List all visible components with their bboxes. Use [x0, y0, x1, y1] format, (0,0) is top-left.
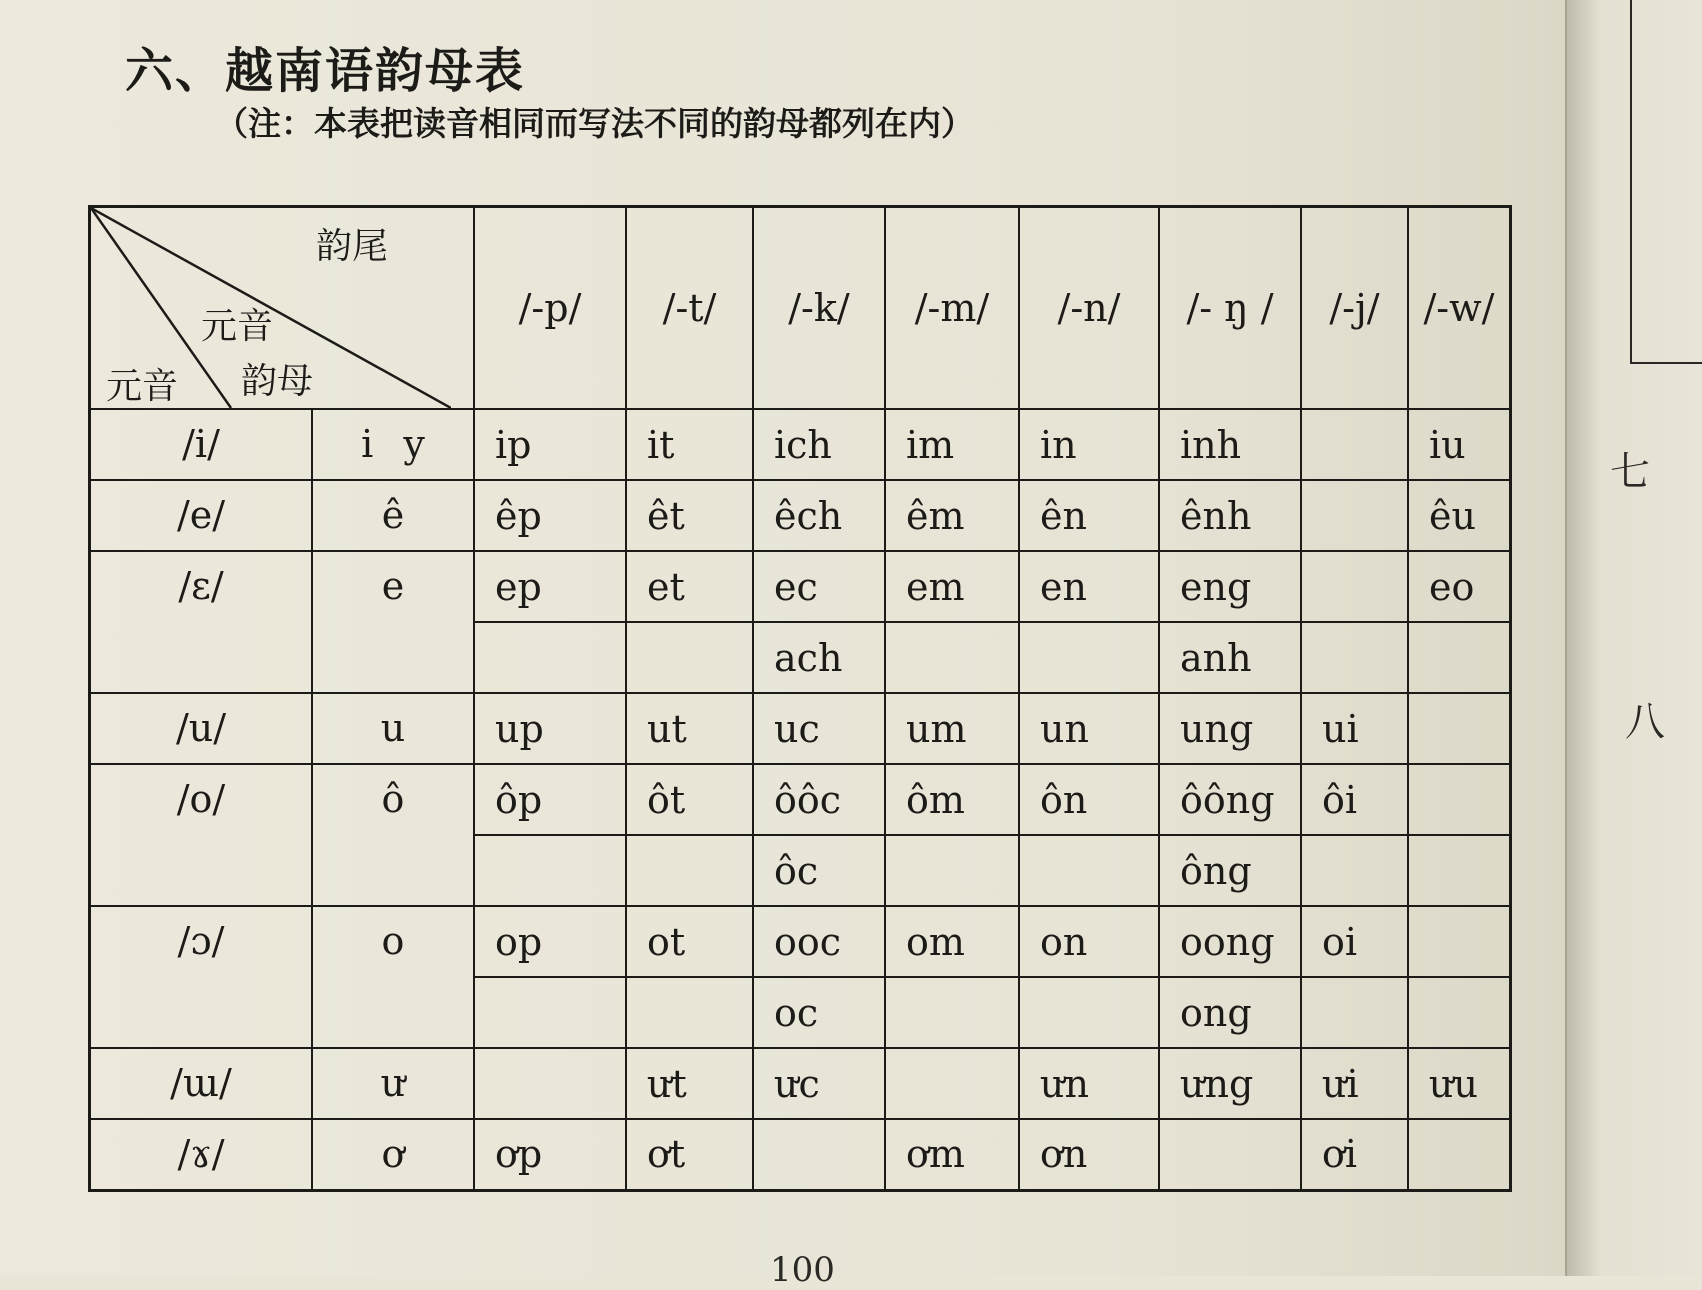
rhyme-cell [1301, 622, 1408, 693]
vowel-cell: /ɔ/ [90, 906, 313, 1048]
rhyme-cell: êp [474, 480, 626, 551]
rhyme-cell [626, 977, 753, 1048]
rhyme-cell: ưi [1301, 1048, 1408, 1119]
table-row [90, 1119, 1511, 1190]
rhyme-cell: ich [753, 409, 885, 480]
rhyme-cell: ưu [1408, 1048, 1511, 1119]
rhyme-cell: ot [626, 906, 753, 977]
rhyme-cell: ưn [1019, 1048, 1159, 1119]
rhyme-cell [1301, 551, 1408, 622]
vowel-cell: /i/ [90, 409, 313, 480]
rhyme-cell [474, 835, 626, 906]
rhyme-cell: it [626, 409, 753, 480]
rhyme-cell [1408, 835, 1511, 906]
rhyme-cell: inh [1159, 409, 1301, 480]
corner-label-final: 韵尾 [316, 226, 389, 267]
column-header-w: /-w/ [1408, 207, 1511, 410]
rhyme-cell: um [885, 693, 1019, 764]
rhyme-cell: oong [1159, 906, 1301, 977]
rhyme-cell: ooc [753, 906, 885, 977]
rhyme-cell [1408, 906, 1511, 977]
vowel-cell: /ε/ [90, 551, 313, 693]
rhyme-cell [1301, 977, 1408, 1048]
rhyme-cell [1301, 835, 1408, 906]
rhyme-cell: ung [1159, 693, 1301, 764]
rhyme-cell: ưng [1159, 1048, 1301, 1119]
table-row [90, 764, 1511, 835]
rhyme-cell [885, 977, 1019, 1048]
rhyme-cell: anh [1159, 622, 1301, 693]
rhyme-cell: on [1019, 906, 1159, 977]
rhyme-cell: ơt [626, 1119, 753, 1190]
rhyme-cell: iu [1408, 409, 1511, 480]
table-row [90, 1048, 1511, 1119]
rhyme-cell: êt [626, 480, 753, 551]
spelling-cell: e [312, 551, 474, 693]
rhyme-cell [474, 1048, 626, 1119]
rhyme-cell: ut [626, 693, 753, 764]
spelling-cell: ư [312, 1048, 474, 1119]
rhyme-cell: om [885, 906, 1019, 977]
rhyme-cell [626, 835, 753, 906]
rhyme-cell: ec [753, 551, 885, 622]
rhyme-cell: oi [1301, 906, 1408, 977]
spelling-cell: o [312, 906, 474, 1048]
rhyme-cell: ôt [626, 764, 753, 835]
rhyme-cell [885, 835, 1019, 906]
rhyme-cell: un [1019, 693, 1159, 764]
rhyme-cell: ôn [1019, 764, 1159, 835]
rhyme-cell [1159, 1119, 1301, 1190]
rhyme-cell: ưc [753, 1048, 885, 1119]
vowel-rhyme-table [88, 205, 1512, 1192]
rhyme-cell: et [626, 551, 753, 622]
vowel-cell: /u/ [90, 693, 313, 764]
vowel-cell: /o/ [90, 764, 313, 906]
rhyme-cell [1408, 622, 1511, 693]
column-header-n: /-n/ [1019, 207, 1159, 410]
rhyme-cell [1019, 977, 1159, 1048]
vowel-cell: /ɯ/ [90, 1048, 313, 1119]
column-header-ng: /- ŋ / [1159, 207, 1301, 410]
page-number: 100 [770, 1250, 835, 1290]
table-row [90, 906, 1511, 977]
rhyme-cell: ênh [1159, 480, 1301, 551]
rhyme-cell [1301, 409, 1408, 480]
table-row [90, 409, 1511, 480]
rhyme-cell: up [474, 693, 626, 764]
rhyme-cell: in [1019, 409, 1159, 480]
rhyme-cell: ip [474, 409, 626, 480]
rhyme-cell: êch [753, 480, 885, 551]
rhyme-cell: oc [753, 977, 885, 1048]
rhyme-cell [753, 1119, 885, 1190]
facing-page-section-number: 八 [1625, 699, 1665, 745]
rhyme-cell: ôc [753, 835, 885, 906]
rhyme-cell [1408, 764, 1511, 835]
rhyme-cell: ôôc [753, 764, 885, 835]
table-row [90, 693, 1511, 764]
section-heading: 六、越南语韵母表 [125, 43, 526, 99]
rhyme-cell: ach [753, 622, 885, 693]
column-header-j: /-j/ [1301, 207, 1408, 410]
rhyme-cell [1301, 480, 1408, 551]
rhyme-cell: en [1019, 551, 1159, 622]
column-header-m: /-m/ [885, 207, 1019, 410]
column-header-t: /-t/ [626, 207, 753, 410]
rhyme-cell: êu [1408, 480, 1511, 551]
corner-label-vowel: 元音 [106, 366, 179, 407]
rhyme-cell: ôm [885, 764, 1019, 835]
column-header-p: /-p/ [474, 207, 626, 410]
table-header-row [90, 207, 1511, 410]
rhyme-cell: ôông [1159, 764, 1301, 835]
spelling-cell: ô [312, 764, 474, 906]
rhyme-cell: ơp [474, 1119, 626, 1190]
rhyme-cell: op [474, 906, 626, 977]
column-header-k: /-k/ [753, 207, 885, 410]
spelling-cell: u [312, 693, 474, 764]
rhyme-cell [885, 622, 1019, 693]
spelling-cell: ơ [312, 1119, 474, 1190]
corner-header-cell [90, 207, 475, 410]
rhyme-cell [1408, 693, 1511, 764]
facing-page-section-number: 七 [1610, 449, 1650, 495]
rhyme-cell [1408, 1119, 1511, 1190]
rhyme-cell: ơn [1019, 1119, 1159, 1190]
rhyme-cell: ui [1301, 693, 1408, 764]
rhyme-cell [474, 977, 626, 1048]
rhyme-cell: uc [753, 693, 885, 764]
facing-page-table-edge [1630, 0, 1702, 364]
rhyme-cell: ên [1019, 480, 1159, 551]
rhyme-cell: ơm [885, 1119, 1019, 1190]
rhyme-cell: ep [474, 551, 626, 622]
rhyme-cell [474, 622, 626, 693]
table-row [90, 480, 1511, 551]
table-note: （注：本表把读音相同而写法不同的韵母都列在内） [215, 104, 974, 143]
spelling-cell: ê [312, 480, 474, 551]
rhyme-cell: eo [1408, 551, 1511, 622]
rhyme-cell: ơi [1301, 1119, 1408, 1190]
rhyme-cell [1019, 835, 1159, 906]
rhyme-cell: ưt [626, 1048, 753, 1119]
rhyme-cell: êm [885, 480, 1019, 551]
rhyme-cell: ông [1159, 835, 1301, 906]
rhyme-cell [885, 1048, 1019, 1119]
corner-label-vowel-middle: 元音 [201, 306, 274, 347]
vowel-cell: /e/ [90, 480, 313, 551]
corner-label-rhyme: 韵母 [241, 361, 314, 402]
rhyme-cell: ong [1159, 977, 1301, 1048]
rhyme-cell [1019, 622, 1159, 693]
rhyme-cell [1408, 977, 1511, 1048]
rhyme-cell: ôp [474, 764, 626, 835]
rhyme-cell [626, 622, 753, 693]
rhyme-cell: em [885, 551, 1019, 622]
rhyme-cell: eng [1159, 551, 1301, 622]
rhyme-cell: im [885, 409, 1019, 480]
vowel-cell: /ɤ/ [90, 1119, 313, 1190]
table-row [90, 551, 1511, 622]
rhyme-cell: ôi [1301, 764, 1408, 835]
spelling-cell: i y [312, 409, 474, 480]
